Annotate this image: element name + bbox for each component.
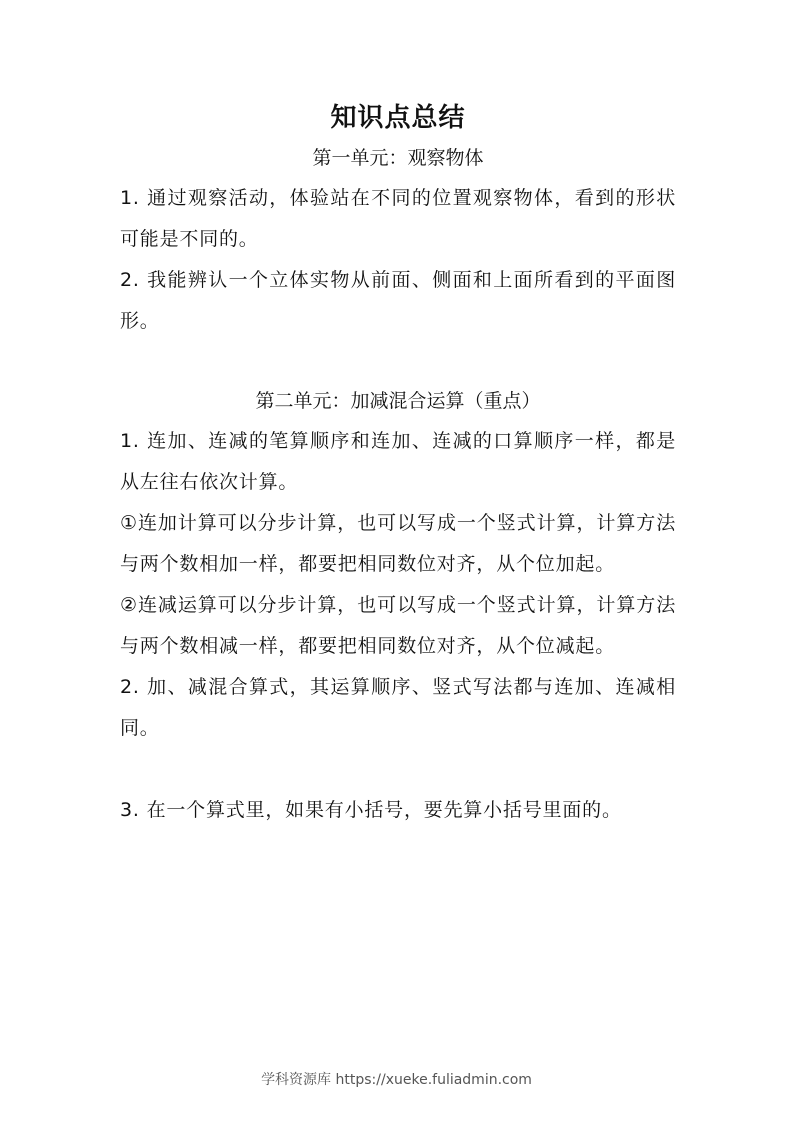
footer-source-text: 学科资源库 https://xueke.fuliadmin.com — [261, 1072, 532, 1088]
unit-2-heading: 第二单元：加减混合运算（重点） — [255, 390, 541, 412]
document-title: 知识点总结 — [330, 103, 466, 133]
document-body — [120, 98, 676, 831]
unit-2-point-2: 2. 加、减混合算式，其运算顺序、竖式写法都与连加、连减相同。 — [120, 676, 676, 739]
unit-2-subpoint-1: ①连加计算可以分步计算，也可以写成一个竖式计算，计算方法与两个数相加一样，都要把相同数位对齐，从个位加起。 — [120, 512, 676, 575]
unit-1-section — [120, 138, 676, 342]
unit-2-point-3: 3. 在一个算式里，如果有小括号，要先算小括号里面的。 — [120, 799, 622, 821]
unit-2-point-1: 1. 连加、连减的笔算顺序和连加、连减的口算顺序一样，都是从左往右依次计算。 — [120, 430, 676, 493]
unit-1-point-1: 1. 通过观察活动，体验站在不同的位置观察物体，看到的形状可能是不同的。 — [120, 187, 676, 250]
unit-2-section — [120, 381, 676, 831]
unit-2-subpoint-2: ②连减运算可以分步计算，也可以写成一个竖式计算，计算方法与两个数相减一样，都要把相同数位对齐，从个位减起。 — [120, 594, 676, 657]
unit-1-heading: 第一单元：观察物体 — [312, 147, 484, 169]
unit-1-point-2: 2. 我能辨认一个立体实物从前面、侧面和上面所看到的平面图形。 — [120, 269, 676, 332]
